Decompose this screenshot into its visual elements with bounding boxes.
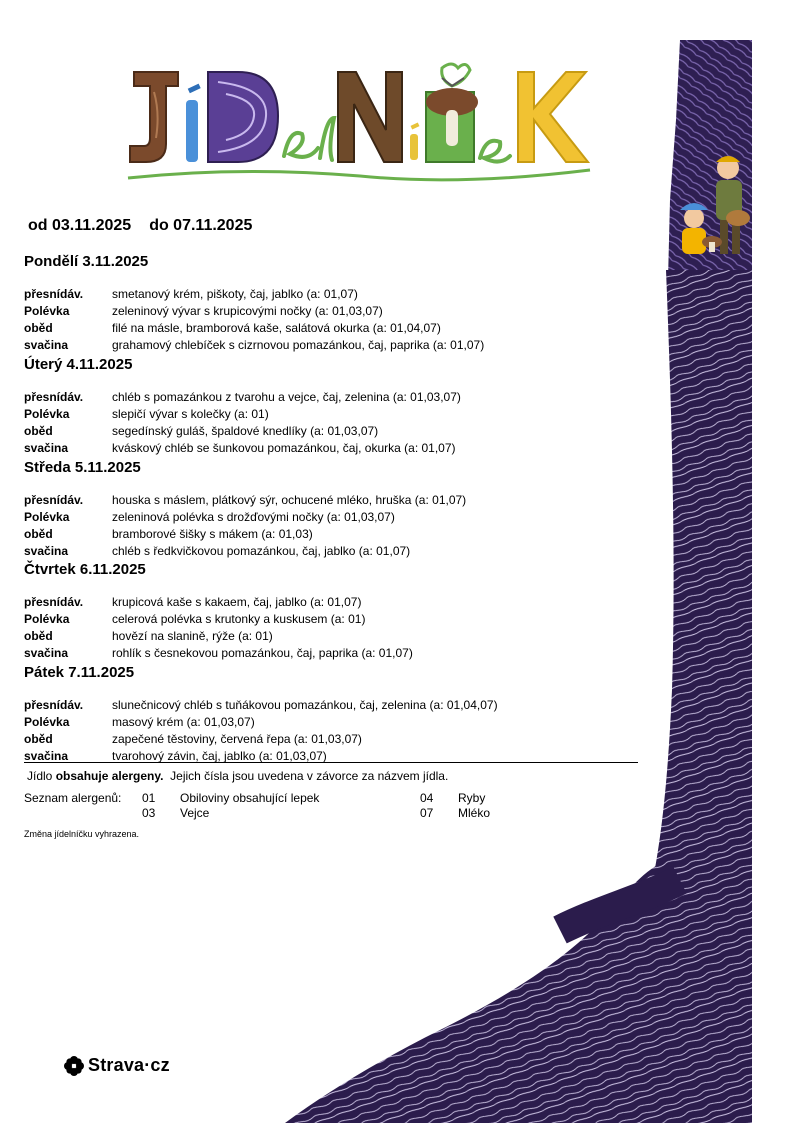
- date-range: [28, 217, 252, 235]
- meal-label: přesnídáv.: [24, 390, 84, 404]
- allergen-code: 01: [142, 791, 156, 805]
- meal-text: filé na másle, bramborová kaše, salátová okurka (a: 01,04,07): [112, 321, 441, 335]
- meal-text: houska s máslem, plátkový sýr, ochucené mléko, hruška (a: 01,07): [112, 493, 467, 507]
- meal-row: [24, 303, 644, 320]
- meal-text: bramborové šišky s mákem (a: 01,03): [112, 527, 313, 541]
- meal-text: grahamový chlebíček s cizrnovou pomazánkou, čaj, paprika (a: 01,07): [112, 338, 485, 352]
- meal-label: přesnídáv.: [24, 493, 84, 507]
- meal-row: [24, 286, 644, 303]
- date-from: od 03.11.2025: [28, 217, 132, 234]
- day-block-tuesday: [24, 356, 644, 457]
- meal-text: smetanový krém, piškoty, čaj, jablko (a: 01,07): [112, 287, 358, 301]
- allergen-note-prefix: Jídlo: [27, 769, 56, 783]
- meal-label: Polévka: [24, 612, 70, 626]
- day-block-friday: [24, 664, 644, 765]
- allergen-code: 03: [142, 806, 156, 820]
- meal-label: přesnídáv.: [24, 287, 84, 301]
- meal-text: zapečené těstoviny, červená řepa (a: 01,03,07): [112, 732, 362, 746]
- day-title: Čtvrtek 6.11.2025: [24, 561, 146, 578]
- meal-text: tvarohový závin, čaj, jablko (a: 01,03,07): [112, 749, 327, 763]
- meal-row: [24, 526, 644, 543]
- meal-row: [24, 440, 644, 457]
- meal-label: Polévka: [24, 715, 70, 729]
- meal-row: [24, 714, 644, 731]
- meal-row: [24, 389, 644, 406]
- meal-text: hovězí na slanině, rýže (a: 01): [112, 629, 273, 643]
- meal-row: [24, 320, 644, 337]
- meal-label: přesnídáv.: [24, 595, 84, 609]
- date-to: do 07.11.2025: [149, 217, 253, 234]
- allergen-name: Ryby: [458, 791, 486, 805]
- meal-text: celerová polévka s krutonky a kuskusem (a: 01): [112, 612, 366, 626]
- meal-label: Polévka: [24, 510, 70, 524]
- day-block-monday: [24, 253, 644, 354]
- meal-label: svačina: [24, 646, 69, 660]
- allergen-item: [420, 791, 485, 806]
- strava-logo: [64, 1055, 170, 1076]
- menu-change-footnote: Změna jídelníčku vyhrazena.: [24, 829, 140, 839]
- day-title: Úterý 4.11.2025: [24, 356, 133, 373]
- allergen-name: Vejce: [180, 806, 210, 820]
- allergen-code: 07: [420, 806, 434, 820]
- meal-label: oběd: [24, 732, 53, 746]
- allergen-code: 04: [420, 791, 434, 805]
- meal-label: svačina: [24, 544, 69, 558]
- meal-label: oběd: [24, 527, 53, 541]
- allergen-item: [142, 806, 209, 821]
- meal-text: krupicová kaše s kakaem, čaj, jablko (a: 01,07): [112, 595, 362, 609]
- allergen-note-bold: obsahuje alergeny.: [55, 769, 164, 783]
- meal-row: [24, 628, 644, 645]
- meal-row: [24, 543, 644, 560]
- day-block-wednesday: [24, 459, 644, 560]
- day-title: Pátek 7.11.2025: [24, 664, 135, 681]
- meal-text: slunečnicový chléb s tuňákovou pomazánkou, čaj, zelenina (a: 01,04,07): [112, 698, 498, 712]
- allergen-name: Obiloviny obsahující lepek: [180, 791, 320, 805]
- allergen-note: [27, 769, 448, 783]
- meal-label: oběd: [24, 321, 53, 335]
- allergen-note-suffix: Jejich čísla jsou uvedena v závorce za názvem jídla.: [163, 769, 449, 783]
- meal-row: [24, 697, 644, 714]
- brand-name: Strava·cz: [88, 1055, 170, 1075]
- section-divider: [24, 762, 638, 763]
- meal-row: [24, 337, 644, 354]
- meal-row: [24, 406, 644, 423]
- meal-row: [24, 423, 644, 440]
- jidelnicek-logo: [120, 58, 600, 193]
- meal-row: [24, 731, 644, 748]
- kids-illustration: [680, 156, 750, 254]
- meal-label: svačina: [24, 441, 69, 455]
- meal-text: kváskový chléb se šunkovou pomazánkou, čaj, okurka (a: 01,07): [112, 441, 456, 455]
- meal-text: chléb s ředkvičkovou pomazánkou, čaj, jablko (a: 01,07): [112, 544, 411, 558]
- allergen-name: Mléko: [458, 806, 491, 820]
- meal-label: oběd: [24, 424, 53, 438]
- meal-label: Polévka: [24, 304, 70, 318]
- meal-text: rohlík s česnekovou pomazánkou, čaj, paprika (a: 01,07): [112, 646, 413, 660]
- day-block-thursday: [24, 561, 644, 662]
- meal-text: zeleninová polévka s drožďovými nočky (a: 01,03,07): [112, 510, 395, 524]
- meal-text: zeleninový vývar s krupicovými nočky (a: 01,03,07): [112, 304, 383, 318]
- flower-icon: [64, 1056, 84, 1076]
- allergen-item: [420, 806, 490, 821]
- meal-text: slepičí vývar s kolečky (a: 01): [112, 407, 269, 421]
- meal-label: oběd: [24, 629, 53, 643]
- meal-row: [24, 492, 644, 509]
- meal-label: svačina: [24, 749, 69, 763]
- meal-label: svačina: [24, 338, 69, 352]
- day-title: Středa 5.11.2025: [24, 459, 141, 476]
- meal-row: [24, 645, 644, 662]
- meal-text: masový krém (a: 01,03,07): [112, 715, 255, 729]
- meal-label: Polévka: [24, 407, 70, 421]
- meal-text: segedínský guláš, špaldové knedlíky (a: 01,03,07): [112, 424, 379, 438]
- meal-label: přesnídáv.: [24, 698, 84, 712]
- day-title: Pondělí 3.11.2025: [24, 253, 149, 270]
- meal-row: [24, 611, 644, 628]
- meal-row: [24, 594, 644, 611]
- meal-text: chléb s pomazánkou z tvarohu a vejce, čaj, zelenina (a: 01,03,07): [112, 390, 461, 404]
- allergen-item: [142, 791, 319, 806]
- meal-row: [24, 509, 644, 526]
- allergen-list-label: Seznam alergenů:: [24, 791, 122, 805]
